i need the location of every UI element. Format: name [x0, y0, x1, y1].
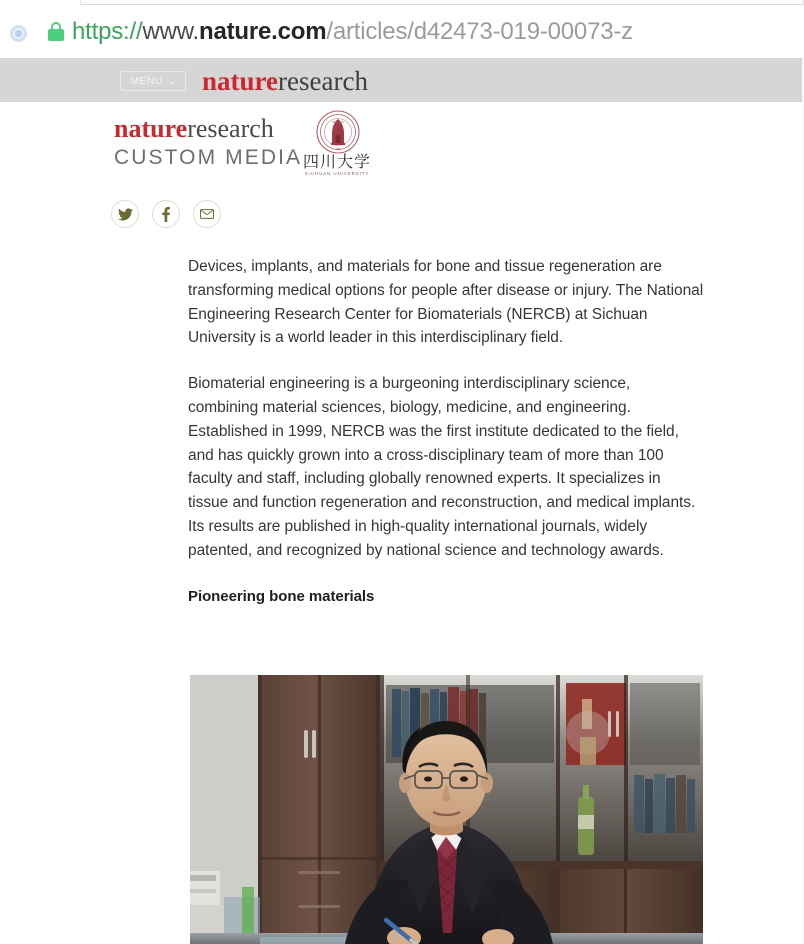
chrome-edge-top	[80, 4, 804, 5]
article-photo	[190, 675, 703, 944]
custom-media-wordmark	[114, 115, 289, 143]
sichuan-university-english-name: SICHUAN UNIVERSITY	[304, 171, 370, 176]
wordmark-nature: nature	[202, 66, 279, 96]
url-domain: nature.com	[198, 18, 327, 45]
email-icon	[200, 209, 214, 219]
secure-lock-icon[interactable]	[48, 22, 64, 41]
portrait-photo-illustration	[190, 675, 703, 944]
lock-body	[48, 29, 64, 41]
sichuan-university-logo[interactable]	[296, 110, 378, 182]
menu-button[interactable]	[120, 71, 186, 91]
url-scheme: https://	[72, 18, 143, 45]
custom-media-subtitle: CUSTOM MEDIA	[114, 146, 303, 169]
article-section-heading: Pioneering bone materials	[188, 587, 375, 605]
sichuan-university-chinese-name: 四川大学	[302, 152, 371, 171]
wordmark-research: research	[278, 66, 368, 96]
article-body	[188, 255, 704, 608]
share-email-button[interactable]	[193, 200, 221, 228]
url-path: /articles/d42473-019-00073-z	[326, 18, 633, 45]
article-paragraph: Biomaterial engineering is a burgeoning interdisciplinary science, combining material sciences, biology, medicine, and engineering. Established in 1999, NERCB was the first institute dedicated to the field, and has quickly grown into a cross-disciplinary team of more than 100 faculty and staff, including globally renowned experts. It specializes in tissue and function regeneration and reconstruction, and medical implants. Its results are published in high-quality international journals, widely patented, and recognized by national science and technology awards.	[188, 375, 696, 559]
sichuan-university-seal-icon	[316, 110, 360, 154]
reload-icon-inner	[15, 30, 22, 37]
url-subdomain: www.	[142, 18, 199, 45]
svg-text:1896: 1896	[335, 148, 341, 151]
twitter-icon	[118, 208, 133, 221]
url-text[interactable]	[72, 18, 633, 46]
nature-research-custom-media-logo[interactable]	[114, 114, 303, 171]
social-share-row	[111, 200, 221, 228]
nature-research-wordmark[interactable]	[202, 65, 368, 97]
browser-url-bar[interactable]	[0, 0, 804, 55]
share-twitter-button[interactable]	[111, 200, 139, 228]
chevron-down-icon: ⌄	[167, 75, 176, 86]
article-paragraph: Devices, implants, and materials for bone and tissue regeneration are transforming medical options for people after disease or injury. The National Engineering Research Center for Biomaterials (NERCB) at Sichuan University is a world leader in this interdisciplinary field.	[188, 258, 704, 347]
share-facebook-button[interactable]	[152, 200, 180, 228]
reload-icon[interactable]	[10, 25, 27, 42]
custom-media-nature: nature	[114, 114, 188, 143]
svg-text:SICHUAN: SICHUAN	[332, 121, 344, 124]
facebook-icon	[162, 207, 170, 222]
logo-row	[114, 110, 414, 180]
menu-button-label: MENU	[130, 75, 163, 87]
custom-media-research: research	[187, 114, 274, 143]
